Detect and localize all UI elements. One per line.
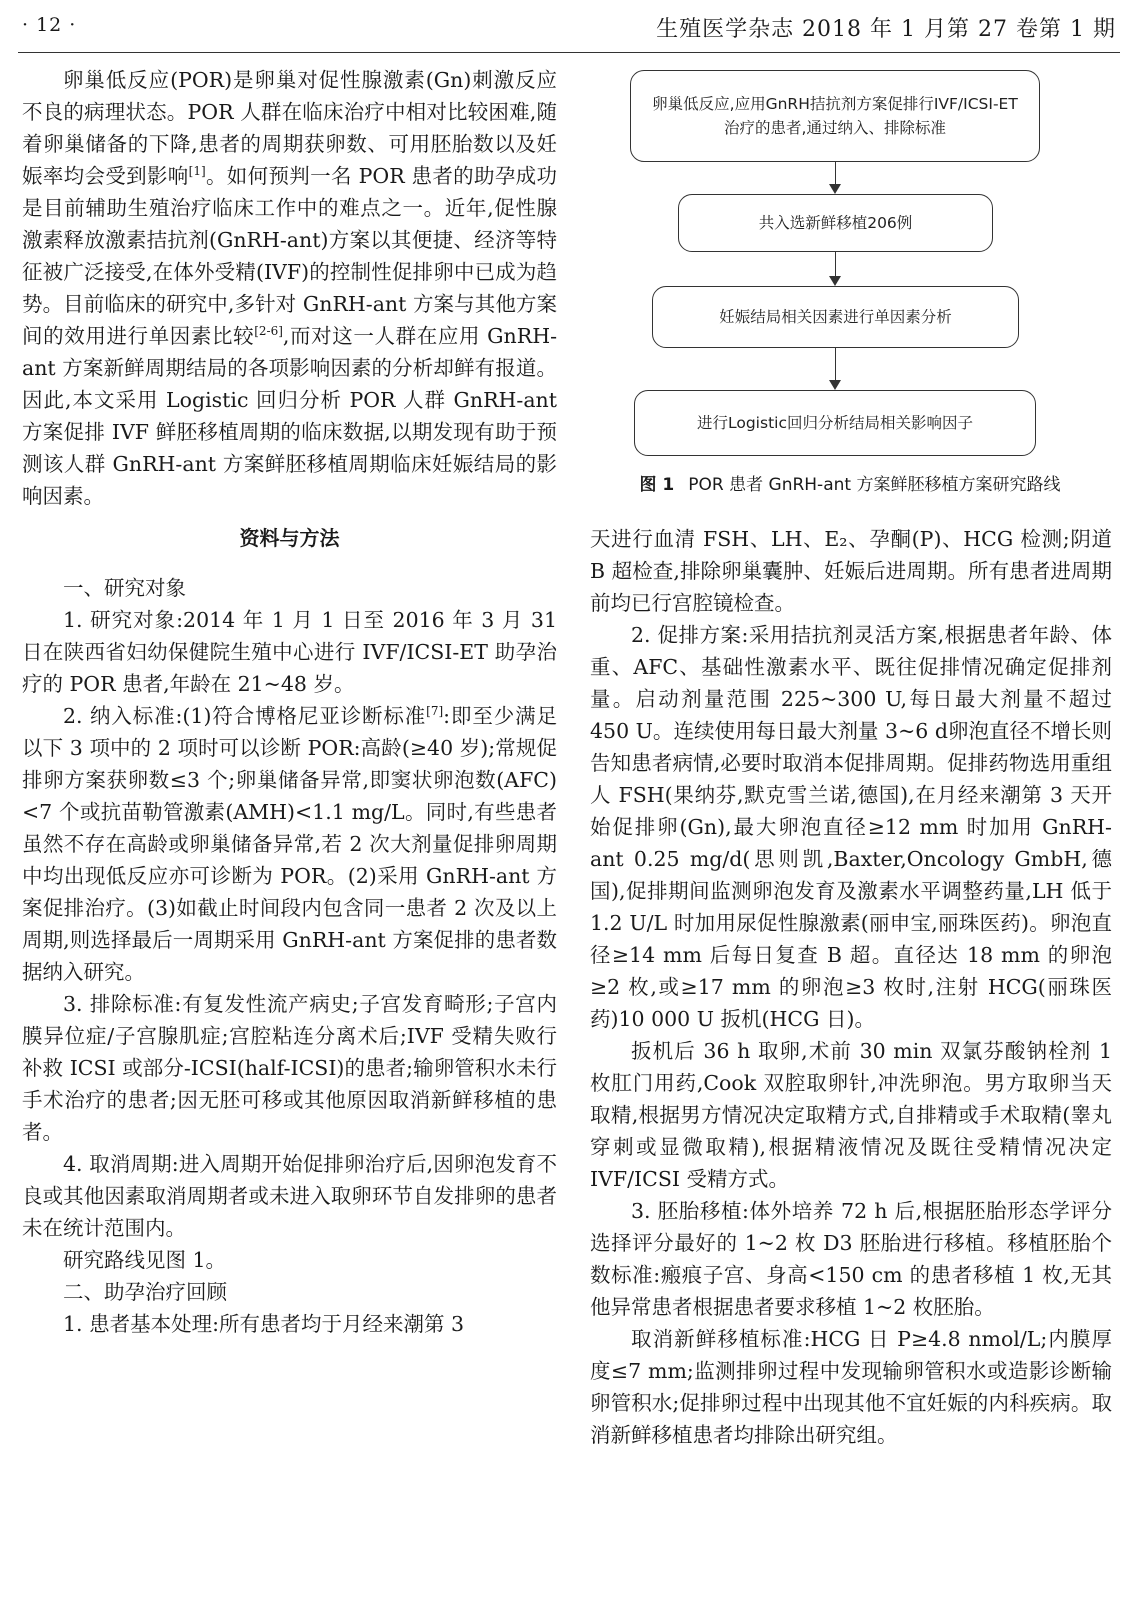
intro-paragraph: 卵巢低反应(POR)是卵巢对促性腺激素(Gn)刺激反应不良的病理状态。POR 人群在临床治疗中相对比较困难,随着卵巢储备的下降,患者的周期获卵数、可用胚胎数以及妊娠率均会受到影响[1]。如何预判一名 POR 患者的助孕成功是目前辅助生殖治疗临床工作中的难点之一。近年,促性腺激素释放激素拮抗剂(GnRH-ant)方案以其便捷、经济等特征被广泛接受,在体外受精(IVF)的控制性促排卵中已成为趋势。目前临床的研究中,多针对 GnRH-ant 方案与其他方案间的效用进行单因素比较[2-6],而对这一人群在应用 GnRH-ant 方案新鲜周期结局的各项影响因素的分析却鲜有报道。因此,本文采用 Logistic 回归分析 POR 人群 GnRH-ant 方案促排 IVF 鲜胚移植周期的临床数据,以期发现有助于预测该人群 GnRH-ant 方案鲜胚移植周期临床妊娠结局的影响因素。 xyxy=(22,68,557,508)
paragraph: 取消新鲜移植标准:HCG 日 P≥4.8 nmol/L;内膜厚度≤7 mm;监测排卵过程中发现输卵管积水或造影诊断输卵管积水;促排卵过程中出现其他不宜妊娠的内科疾病。取消新鲜移植患者均排除出研究组。 xyxy=(590,1327,1112,1447)
flow-box-2: 共入选新鲜移植206例 xyxy=(678,194,993,252)
paragraph: 3. 胚胎移植:体外培养 72 h 后,根据胚胎形态学评分选择评分最好的 1~2 枚 D3 胚胎进行移植。移植胚胎个数标准:瘢痕子宫、身高<150 cm 的患者移植 1 枚,无其他异常患者根据患者要求移植 1~2 枚胚胎。 xyxy=(590,1199,1112,1319)
paragraph: 2. 促排方案:采用拮抗剂灵活方案,根据患者年龄、体重、AFC、基础性激素水平、既往促排情况确定促排剂量。启动剂量范围 225~300 U,每日最大剂量不超过 450 U。连续使用每日最大剂量 3~6 d卵泡直径不增长则告知患者病情,必要时取消本促排周期。促排药物选用重组人 FSH(果纳芬,默克雪兰诺,德国),在月经来潮第 3 天开始促排卵(Gn),最大卵泡直径≥12 mm 时加用 GnRH-ant 0.25 mg/d(思则凯,Baxter,Oncology GmbH,德国),促排期间监测卵泡发育及激素水平调整药量,LH 低于 1.2 U/L 时加用尿促性腺激素(丽申宝,丽珠医药)。卵泡直径≥14 mm 后每日复查 B 超。直径达 18 mm 的卵泡≥2 枚,或≥17 mm 的卵泡≥3 枚时,注射 HCG(丽珠医药)10 000 U 扳机(HCG 日)。 xyxy=(590,623,1112,1031)
subsection-heading: 一、研究对象 xyxy=(63,576,186,600)
page-number: · 12 · xyxy=(22,14,77,36)
flow-box-1: 卵巢低反应,应用GnRH拮抗剂方案促排行IVF/ICSI-ET治疗的患者,通过纳入、排除标准 xyxy=(630,70,1040,162)
figure-caption xyxy=(600,470,1100,495)
journal-title: 生殖医学杂志 2018 年 1 月第 27 卷第 1 期 xyxy=(656,17,1116,42)
flow-arrow xyxy=(835,348,836,388)
citation: [2-6] xyxy=(254,324,283,339)
flow-box-4: 进行Logistic回归分析结局相关影响因子 xyxy=(634,390,1036,456)
citation: [7] xyxy=(426,704,444,719)
paragraph: 4. 取消周期:进入周期开始促排卵治疗后,因卵泡发育不良或其他因素取消周期者或未进入取卵环节自发排卵的患者未在统计范围内。 xyxy=(22,1152,557,1240)
figure-label: 图 1 xyxy=(639,475,675,495)
flow-arrow xyxy=(835,162,836,192)
citation: [1] xyxy=(188,164,206,179)
flow-box-3: 妊娠结局相关因素进行单因素分析 xyxy=(652,286,1019,348)
paragraph: 3. 排除标准:有复发性流产病史;子宫发育畸形;子宫内膜异位症/子宫腺肌症;宫腔粘连分离术后;IVF 受精失败行补救 ICSI 或部分-ICSI(half-ICSI)的患者;输卵管积水未行手术治疗的患者;因无胚可移或其他原因取消新鲜移植的患者。 xyxy=(22,992,557,1144)
flowchart xyxy=(600,66,1120,496)
page-header xyxy=(0,8,1138,48)
left-column xyxy=(22,64,557,1340)
figure-caption-text: POR 患者 GnRH-ant 方案鲜胚移植方案研究路线 xyxy=(688,475,1061,495)
subsection-heading: 二、助孕治疗回顾 xyxy=(63,1280,227,1304)
paragraph: 天进行血清 FSH、LH、E₂、孕酮(P)、HCG 检测;阴道 B 超检查,排除卵巢囊肿、妊娠后进周期。所有患者进周期前均已行宫腔镜检查。 xyxy=(590,527,1112,615)
header-rule xyxy=(18,52,1120,53)
paragraph: 1. 患者基本处理:所有患者均于月经来潮第 3 xyxy=(63,1312,465,1336)
section-title: 资料与方法 xyxy=(239,526,340,550)
paragraph: 2. 纳入标准:(1)符合博格尼亚诊断标准[7]:即至少满足以下 3 项中的 2 项时可以诊断 POR:高龄(≥40 岁);常规促排卵方案获卵数≤3 个;卵巢储备异常,即窦状卵泡数(AFC)<7 个或抗苗勒管激素(AMH)<1.1 mg/L。同时,有些患者虽然不存在高龄或卵巢储备异常,若 2 次大剂量促排卵周期中均出现低反应亦可诊断为 POR。(2)采用 GnRH-ant 方案促排治疗。(3)如截止时间段内包含同一患者 2 次及以上周期,则选择最后一周期采用 GnRH-ant 方案促排的患者数据纳入研究。 xyxy=(22,704,557,984)
right-column xyxy=(590,523,1112,1451)
paragraph: 扳机后 36 h 取卵,术前 30 min 双氯芬酸钠栓剂 1 枚肛门用药,Cook 双腔取卵针,冲洗卵泡。男方取卵当天取精,根据男方情况决定取精方式,自排精或手术取精(睾丸穿刺或显微取精),根据精液情况及既往受精情况决定 IVF/ICSI 受精方式。 xyxy=(590,1039,1112,1191)
flow-arrow xyxy=(835,252,836,284)
paragraph: 1. 研究对象:2014 年 1 月 1 日至 2016 年 3 月 31 日在陕西省妇幼保健院生殖中心进行 IVF/ICSI-ET 助孕治疗的 POR 患者,年龄在 21~48 岁。 xyxy=(22,608,557,696)
paragraph: 研究路线见图 1。 xyxy=(63,1248,227,1272)
